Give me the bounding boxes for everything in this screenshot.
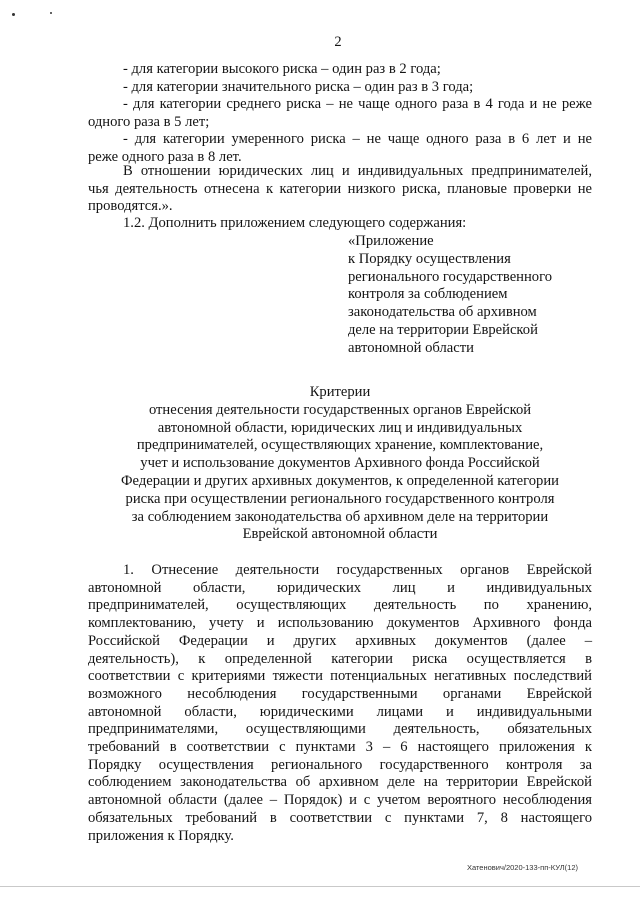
paragraph-line: проводятся.». — [88, 198, 173, 215]
appendix-header — [348, 233, 552, 358]
criteria-subtitle-line: предпринимателей, осуществляющих хранение, комплектование, — [136, 437, 544, 454]
paragraph-line: автономной области, юридическими лицами и индивидуальными — [88, 703, 592, 720]
list-item-line: - для категории среднего риска – не чаще одного раза в 4 года и не реже — [123, 96, 592, 113]
list-item — [88, 61, 592, 79]
paragraph-line: приложения к Порядку. — [88, 827, 234, 844]
paragraph-line: предпринимателей, осуществляющих деятельность по хранению, — [88, 597, 592, 614]
page-number: 2 — [334, 34, 342, 50]
list-item — [88, 96, 592, 131]
list-item — [88, 131, 592, 166]
scan-speck — [12, 13, 15, 16]
paragraph-line: автономной области, юридических лиц и индивидуальных — [88, 579, 592, 596]
paragraph-line: соблюдением законодательства об архивном деле на территории Еврейской — [88, 774, 592, 791]
criteria-subtitle-line: за соблюдением законодательства об архивном деле на территории — [131, 508, 549, 525]
paragraph-line: автономной области (далее – Порядок) и с учетом вероятного несоблюдения — [88, 792, 592, 809]
paragraph-line: 1. Отнесение деятельности государственных органов Еврейской — [123, 562, 592, 578]
paragraph-line: Российской Федерации и других архивных документов (далее – — [88, 632, 592, 649]
criteria-title-block — [88, 384, 592, 544]
criteria-heading: Критерии — [309, 384, 371, 400]
paragraph-line: обязательных требований в соответствии с пунктами 7, 8 настоящего — [88, 809, 592, 826]
page-bottom-edge — [0, 886, 640, 887]
paragraph-line: комплектованию, учету и использованию документов Архивного фонда — [88, 615, 592, 632]
list-item-line: одного раза в 5 лет; — [88, 113, 210, 130]
appendix-line: «Приложение — [348, 233, 434, 249]
criteria-subtitle-line: автономной области, юридических лиц и индивидуальных — [157, 419, 523, 436]
criteria-subtitle-line: отнесения деятельности государственных органов Еврейской — [148, 401, 532, 418]
list-item — [88, 79, 592, 97]
criteria-subtitle-line: учет и использование документов Архивного фонда Российской — [140, 455, 540, 472]
paragraph-line: деятельность), к определенной категории риска осуществляется в — [88, 650, 592, 667]
appendix-line: к Порядку осуществления — [348, 250, 511, 267]
appendix-line: деле на территории Еврейской — [348, 321, 538, 338]
paragraph-line: В отношении юридических лиц и индивидуальных предпринимателей, — [123, 163, 592, 179]
list-item-line: - для категории умеренного риска – не чаще одного раза в 6 лет и не — [123, 131, 592, 148]
risk-category-list — [88, 61, 592, 167]
list-item-line: - для категории высокого риска – один раз в 2 года; — [123, 61, 441, 77]
scan-speck — [50, 12, 52, 14]
footer-document-code: Хатенович/2020-133-пп-КУЛ(12) — [466, 863, 578, 872]
criteria-subtitle-line: риска при осуществлении регионального государственного контроля — [125, 490, 555, 507]
criteria-subtitle-line: Еврейской автономной области — [242, 526, 438, 543]
paragraph-line: соответствии с критериями тяжести потенциальных негативных последствий — [88, 668, 592, 685]
list-item-line: - для категории значительного риска – один раз в 3 года; — [123, 78, 474, 95]
appendix-line: законодательства об архивном — [348, 304, 537, 321]
list-item-line: реже одного раза в 8 лет. — [88, 148, 242, 165]
criteria-subtitle-line: Федерации и других архивных документов, к определенной категории — [121, 472, 559, 489]
paragraph-line: требований в соответствии с пунктами 3 – 6 настоящего приложения к — [88, 739, 592, 756]
appendix-line: контроля за соблюдением — [348, 286, 508, 303]
paragraph-line: предпринимателями, осуществляющими деятельность, обязательных — [88, 721, 592, 738]
appendix-line: регионального государственного — [348, 268, 553, 285]
paragraph-line: Порядку осуществления регионального государственного контроля за — [88, 756, 592, 773]
amendment-text: 1.2. Дополнить приложением следующего содержания: — [123, 215, 467, 231]
paragraph-line: чья деятельность отнесена к категории низкого риска, плановые проверки не — [88, 180, 592, 197]
amendment-item — [88, 215, 592, 233]
paragraph-line: возможного несоблюдения государственными органами Еврейской — [88, 685, 592, 702]
low-risk-paragraph — [88, 163, 592, 216]
section-1-paragraph — [88, 562, 592, 845]
appendix-line: автономной области — [348, 339, 474, 356]
